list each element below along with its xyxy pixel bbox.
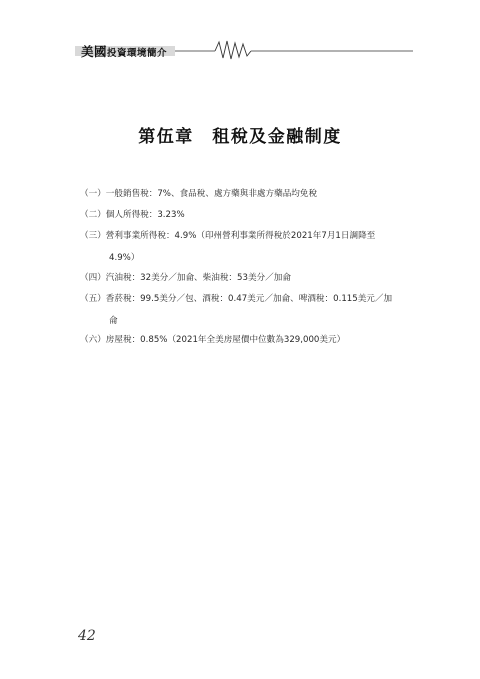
tax-item-1 <box>80 187 410 201</box>
header-pulse-line <box>215 41 251 59</box>
chapter-title: 第伍章 租稅及金融制度 <box>138 127 342 147</box>
tax-item-3 <box>80 229 410 265</box>
header-title-subtitle: 投資環境簡介 <box>107 48 168 59</box>
running-header <box>75 38 415 62</box>
header-title-country: 美國 <box>81 44 108 59</box>
tax-item-text: （一）一般銷售稅：7%、食品稅、處方藥與非處方藥品均免稅 <box>80 189 318 199</box>
tax-item-2 <box>80 208 410 222</box>
tax-item-5 <box>80 292 410 328</box>
tax-item-4 <box>80 271 410 285</box>
tax-item-text: （五）香菸稅：99.5美分／包、酒稅：0.47美元／加侖、啤酒稅：0.115美元／加 <box>80 294 393 304</box>
tax-item-continuation: 侖 <box>109 316 118 326</box>
header-title <box>81 42 167 60</box>
tax-item-text: （三）營利事業所得稅：4.9%（印州營利事業所得稅於2021年7月1日調降至 <box>80 231 376 241</box>
tax-item-6 <box>80 333 410 347</box>
tax-item-continuation: 4.9%） <box>109 253 140 263</box>
page-number: 42 <box>78 628 96 644</box>
tax-item-text: （六）房屋稅：0.85%（2021年全美房屋價中位數為329,000美元） <box>80 335 346 345</box>
tax-item-text: （二）個人所得稅：3.23% <box>80 210 185 220</box>
tax-item-text: （四）汽油稅：32美分／加侖、柴油稅：53美分／加侖 <box>80 273 291 283</box>
